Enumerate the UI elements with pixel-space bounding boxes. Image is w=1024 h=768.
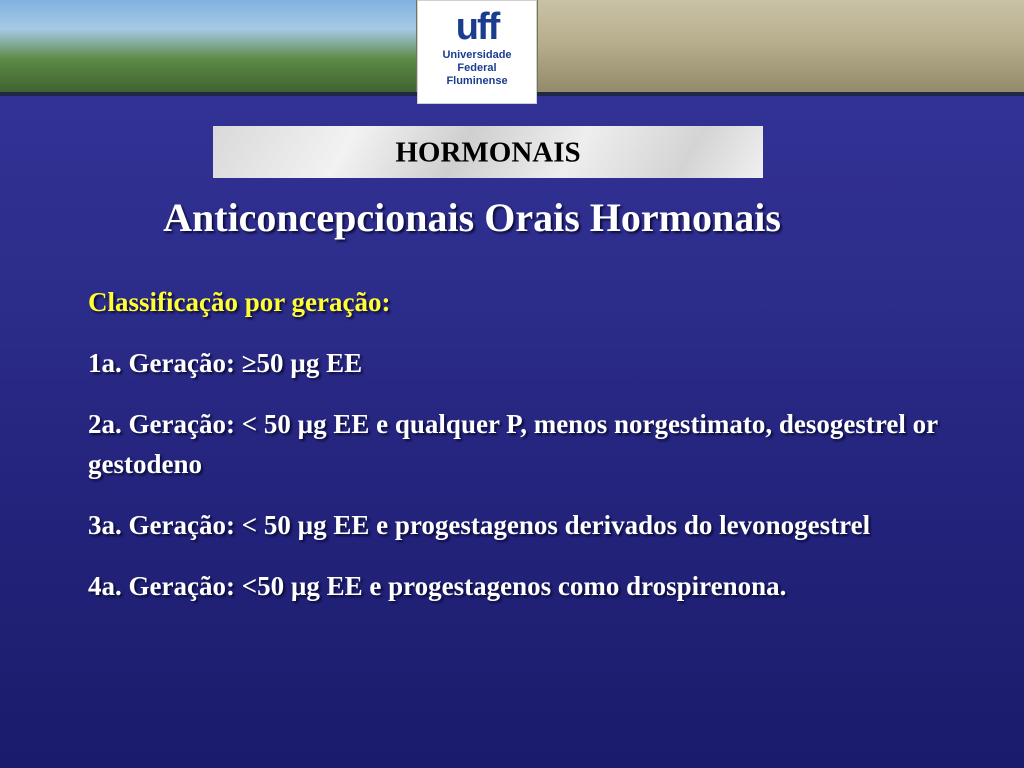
- generation-item-1: 1a. Geração: ≥50 µg EE: [88, 348, 363, 378]
- generation-item-4: 4a. Geração: <50 µg EE e progestagenos como drospirenona.: [88, 571, 787, 601]
- logo-mark: uff: [455, 6, 499, 48]
- logo-line-1: Universidade: [442, 49, 512, 61]
- campus-photo: [0, 0, 416, 96]
- university-logo: [417, 0, 537, 104]
- slide-content: [88, 282, 968, 627]
- classification-heading: Classificação por geração:: [88, 287, 391, 317]
- section-label-text: HORMONAIS: [395, 136, 581, 169]
- logo-line-2: Federal: [457, 62, 497, 74]
- section-label: [213, 126, 763, 178]
- slide-title: Anticoncepcionais Orais Hormonais: [163, 195, 781, 240]
- generation-item-2: 2a. Geração: < 50 µg EE e qualquer P, menos norgestimato, desogestrel or gestodeno: [88, 409, 938, 479]
- generation-item-3: 3a. Geração: < 50 µg EE e progestagenos derivados do levonogestrel: [88, 510, 871, 540]
- faculty-building-photo: [538, 0, 1024, 96]
- logo-line-3: Fluminense: [446, 75, 508, 87]
